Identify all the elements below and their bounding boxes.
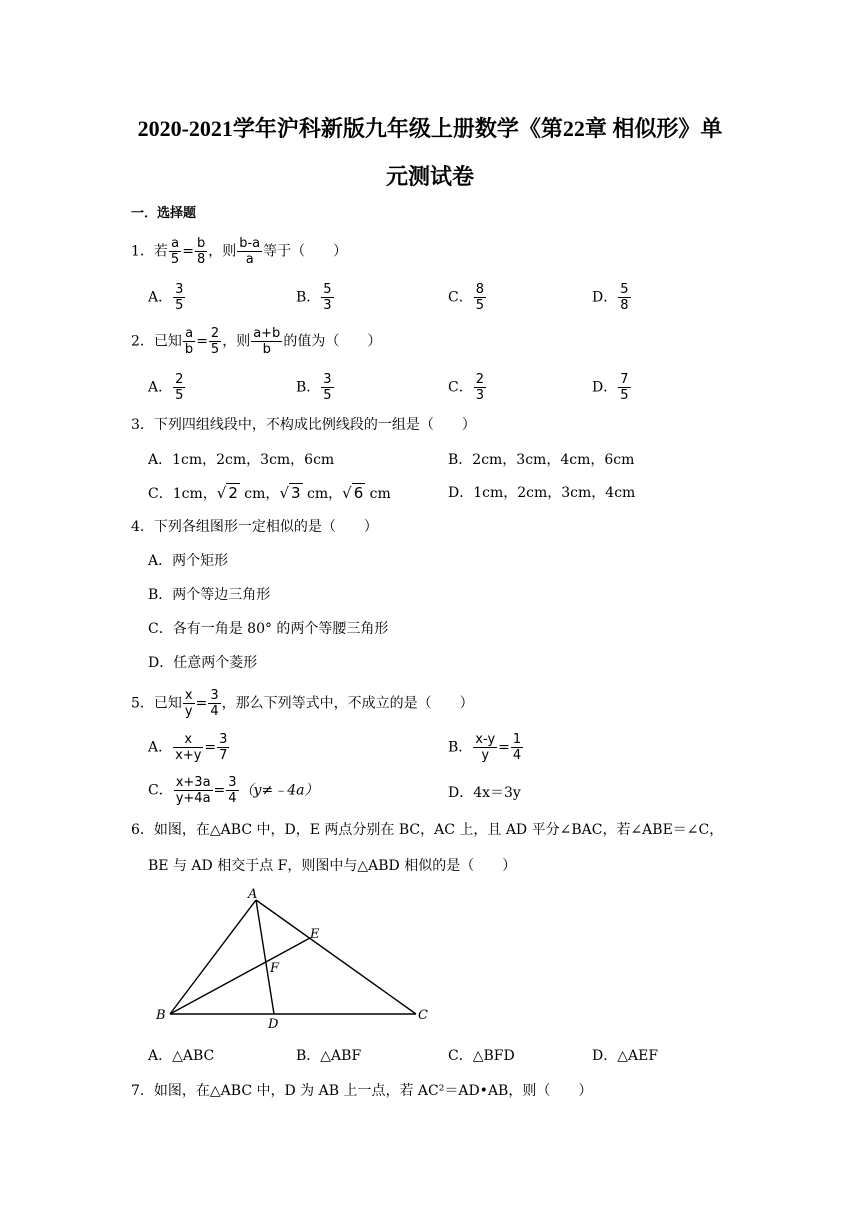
denominator: 5 (475, 298, 484, 313)
numerator: a+b (253, 326, 281, 341)
fraction (474, 282, 486, 313)
fraction (473, 732, 497, 763)
option-a (148, 282, 186, 313)
numerator: 5 (323, 282, 332, 297)
question-number: 2． (131, 333, 154, 350)
option-b: B．△ABF (296, 1048, 362, 1064)
question-1 (131, 236, 347, 267)
fraction (209, 326, 221, 357)
option-d: D．4x＝3y (448, 785, 521, 801)
option-d (592, 372, 632, 403)
option-label: D． (592, 289, 618, 306)
option-c (148, 775, 318, 806)
denominator: 4 (210, 704, 219, 719)
question-3-stem: 3．下列四组线段中，不构成比例线段的一组是（ ） (131, 417, 476, 433)
fraction (173, 282, 185, 313)
point-c-label: C (418, 1008, 428, 1023)
option-c (448, 372, 487, 403)
question-6-line1: 6．如图，在△ABC 中，D，E 两点分别在 BC，AC 上，且 AD 平分∠BAC，若∠ABE＝∠C， (131, 822, 724, 838)
fraction (237, 236, 262, 267)
option-label: D． (592, 379, 618, 396)
denominator: 8 (620, 298, 629, 313)
option-b (296, 372, 335, 403)
question-2 (131, 326, 381, 357)
numerator: 2 (210, 326, 220, 341)
stem-text: ，则 (222, 333, 251, 350)
point-d-label: D (268, 1017, 279, 1030)
numerator: 8 (475, 282, 484, 297)
denominator: b (262, 342, 271, 357)
option-label: A． (148, 289, 173, 306)
numerator: 7 (620, 372, 629, 387)
option-label: B． (296, 379, 321, 396)
denominator: 5 (170, 252, 180, 267)
option-label: A． (148, 379, 173, 396)
stem-text: 已知 (153, 333, 182, 350)
fraction (226, 775, 238, 806)
numerator: 1 (512, 732, 522, 747)
option-label: A． (148, 739, 173, 756)
stem-text: 的值为（ ） (283, 333, 382, 350)
option-b (448, 732, 524, 763)
unit: cm， (239, 486, 280, 502)
numerator: x+3a (175, 775, 211, 790)
option-a (148, 732, 230, 763)
denominator: y (184, 704, 193, 719)
option-d: D．任意两个菱形 (148, 655, 258, 671)
numerator: 5 (620, 282, 629, 297)
segment-ac (256, 900, 416, 1014)
question-6-line2: BE 与 AD 相交于点 F，则图中与△ABD 相似的是（ ） (148, 858, 517, 874)
fraction (173, 732, 203, 763)
numerator: x (184, 688, 193, 703)
stem-text: ，则 (208, 243, 237, 260)
equals: = (213, 782, 226, 799)
sqrt: √ 6 (342, 484, 364, 502)
denominator: 8 (196, 252, 206, 267)
option-b: B．2cm，3cm，4cm，6cm (448, 452, 635, 468)
sqrt: √ 2 (216, 484, 238, 502)
numerator: x (173, 732, 203, 748)
question-number: 1． (131, 243, 154, 260)
option-label: C．1cm， (148, 486, 217, 502)
stem-text: ，那么下列等式中，不成立的是（ ） (221, 695, 474, 712)
denominator: 4 (228, 791, 237, 806)
fraction (474, 372, 486, 403)
segment-ab (170, 900, 256, 1014)
numerator: x-y (475, 732, 496, 747)
numerator: 2 (175, 372, 184, 387)
fraction (195, 236, 207, 267)
radicand: 6 (353, 484, 364, 502)
option-label: C． (448, 289, 473, 306)
fraction (183, 326, 195, 357)
denominator: b (184, 342, 194, 357)
option-c (448, 282, 487, 313)
denominator: 3 (323, 298, 332, 313)
option-c: C．△BFD (448, 1048, 515, 1064)
equals: = (204, 739, 217, 756)
page-title-line2: 元测试卷 (385, 164, 474, 189)
point-a-label: A (248, 888, 258, 902)
question-5 (131, 688, 474, 719)
denominator: 4 (512, 748, 522, 763)
numerator: b-a (239, 236, 261, 251)
point-b-label: B (156, 1008, 166, 1023)
option-a (148, 372, 186, 403)
denominator: 7 (219, 748, 228, 763)
option-a: A．△ABC (148, 1048, 215, 1064)
numerator: 3 (175, 282, 184, 297)
denominator: 5 (323, 388, 332, 403)
numerator: a (169, 236, 181, 252)
numerator: b (195, 236, 207, 252)
segment-be (170, 938, 310, 1014)
option-label: B． (296, 289, 321, 306)
stem-text: 等于（ ） (263, 243, 348, 260)
radicand: 2 (228, 484, 238, 502)
equals: = (195, 695, 208, 712)
fraction (511, 732, 523, 763)
stem-text: 已知 (153, 695, 182, 712)
option-b: B．两个等边三角形 (148, 587, 271, 603)
stem-text: 若 (153, 243, 168, 260)
fraction (169, 236, 181, 267)
option-d: D．1cm，2cm，3cm，4cm (448, 485, 636, 501)
option-b (296, 282, 335, 313)
denominator: 3 (475, 388, 484, 403)
equals: = (182, 243, 194, 260)
question-7-stem: 7．如图，在△ABC 中，D 为 AB 上一点，若 AC²＝AD•AB，则（ ） (131, 1083, 593, 1099)
denominator: y+4a (175, 791, 211, 806)
fraction (208, 688, 220, 719)
page-title-line1: 2020-2021学年沪科新版九年级上册数学《第22章 相似形》单 (137, 116, 723, 141)
fraction (618, 282, 630, 313)
radicand: 3 (291, 484, 301, 502)
denominator: a (245, 252, 254, 267)
fraction (217, 732, 229, 763)
fraction (174, 775, 213, 806)
option-c (148, 483, 391, 504)
option-label: C． (148, 782, 173, 799)
numerator: 2 (475, 372, 484, 387)
fraction (173, 372, 185, 403)
option-c: C．各有一角是 80° 的两个等腰三角形 (148, 621, 389, 637)
fraction (183, 688, 195, 719)
numerator: 3 (219, 732, 228, 747)
option-label: C． (448, 379, 473, 396)
option-d: D．△AEF (592, 1048, 659, 1064)
denominator: 5 (620, 388, 629, 403)
condition: （y≠﹣4a） (239, 782, 319, 799)
segment-ad (256, 900, 274, 1014)
triangle-figure (152, 888, 442, 1030)
fraction (321, 372, 333, 403)
denominator: 5 (210, 342, 220, 357)
section-heading: 一．选择题 (131, 206, 197, 221)
numerator: 3 (323, 372, 332, 387)
unit: cm (365, 486, 391, 502)
question-4-stem: 4．下列各组图形一定相似的是（ ） (131, 519, 378, 535)
numerator: a (183, 326, 195, 342)
fraction (251, 326, 282, 357)
option-label: B． (448, 739, 473, 756)
fraction (618, 372, 630, 403)
fraction (321, 282, 333, 313)
equals: = (196, 333, 208, 350)
option-d (592, 282, 632, 313)
option-a: A．1cm，2cm，3cm，6cm (148, 452, 335, 468)
equals: = (498, 739, 510, 756)
option-a: A．两个矩形 (148, 553, 229, 569)
question-number: 5． (131, 695, 154, 712)
point-e-label: E (310, 927, 320, 942)
denominator: x+y (175, 748, 202, 763)
unit: cm， (302, 486, 343, 502)
point-f-label: F (270, 961, 280, 976)
numerator: 3 (228, 775, 237, 790)
numerator: 3 (210, 688, 219, 703)
denominator: 5 (175, 298, 184, 313)
sqrt: √ 3 (279, 484, 301, 502)
denominator: 5 (175, 388, 184, 403)
denominator: y (481, 748, 490, 763)
